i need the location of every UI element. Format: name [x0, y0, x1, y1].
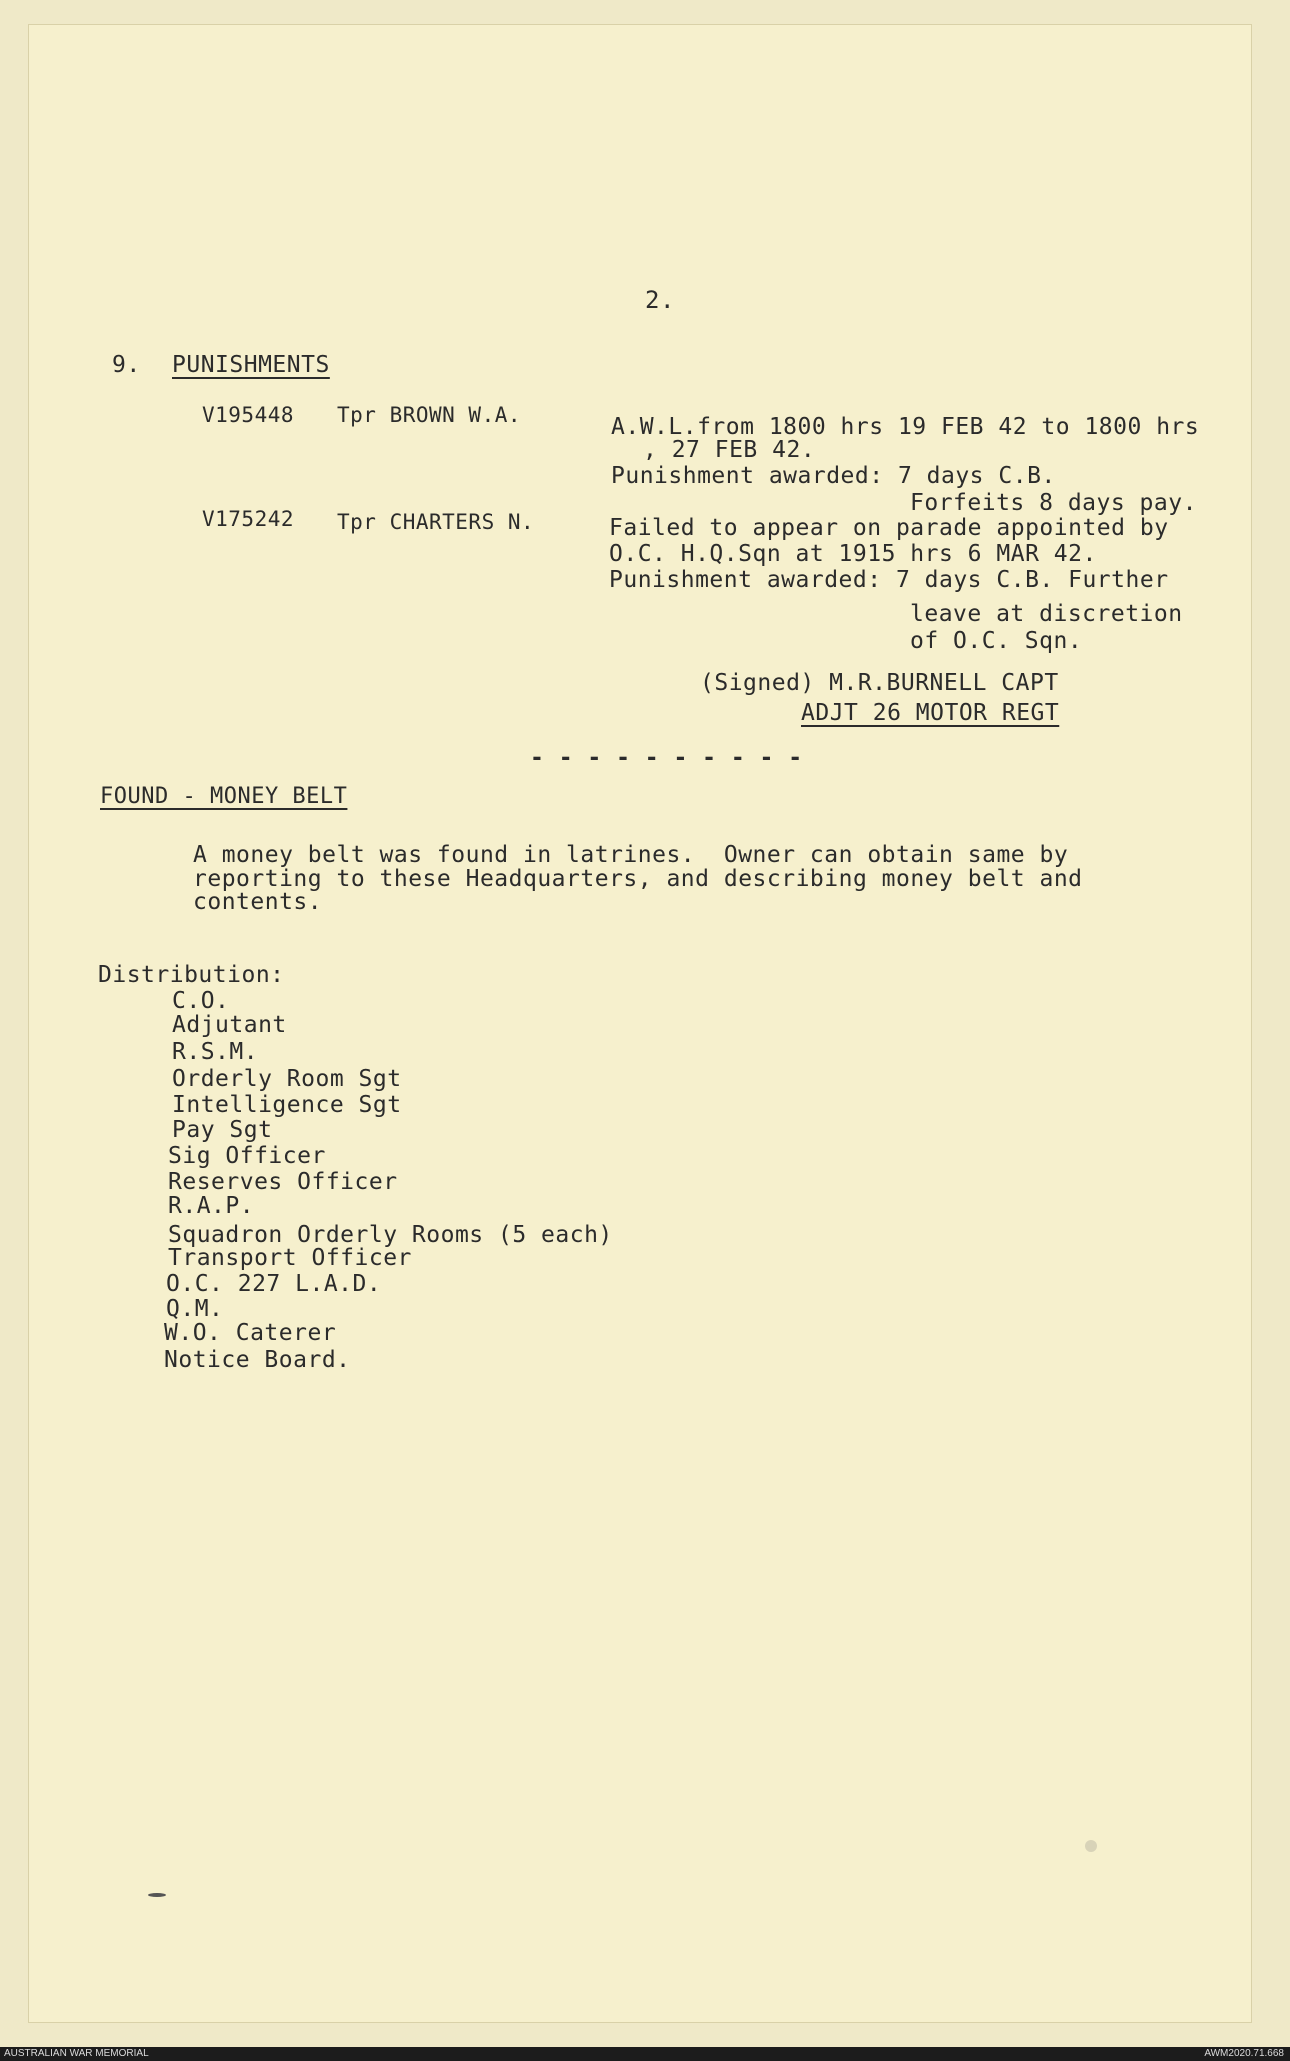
- distribution-item: Sig Officer: [168, 1143, 326, 1169]
- distribution-item: Reserves Officer: [168, 1169, 398, 1195]
- offence-line: , 27 FEB 42.: [643, 437, 816, 463]
- section-heading-punishments: PUNISHMENTS: [172, 352, 330, 378]
- notice-text-line: A money belt was found in latrines. Owner can obtain same by: [193, 842, 1069, 868]
- distribution-item: R.S.M.: [172, 1039, 259, 1065]
- punishment-line: Punishment awarded: 7 days C.B.: [611, 463, 1056, 489]
- page-number: 2.: [645, 286, 675, 314]
- notice-text-line: contents.: [193, 889, 323, 915]
- offence-line: O.C. H.Q.Sqn at 1915 hrs 6 MAR 42.: [609, 541, 1097, 567]
- section-number: 9.: [112, 352, 141, 378]
- offence-line: A.W.L.from 1800 hrs 19 FEB 42 to 1800 hrs: [611, 414, 1200, 440]
- offence-line: Failed to appear on parade appointed by: [609, 515, 1169, 541]
- footer-institution: AUSTRALIAN WAR MEMORIAL: [4, 2048, 149, 2059]
- signature-line: (Signed) M.R.BURNELL CAPT: [700, 670, 1059, 696]
- distribution-item: Transport Officer: [168, 1245, 412, 1271]
- distribution-item: Adjutant: [172, 1012, 287, 1038]
- footer-accession-number: AWM2020.71.668: [1204, 2048, 1284, 2059]
- notice-text-line: reporting to these Headquarters, and describing money belt and: [193, 866, 1083, 892]
- archive-footer: [0, 2047, 1290, 2061]
- distribution-item: Squadron Orderly Rooms (5 each): [168, 1222, 613, 1248]
- distribution-item: Notice Board.: [164, 1347, 351, 1373]
- distribution-item: Intelligence Sgt: [172, 1092, 402, 1118]
- section-separator: - - - - - - - - - -: [530, 745, 803, 771]
- distribution-item: R.A.P.: [168, 1193, 255, 1219]
- punishment-line: Punishment awarded: 7 days C.B. Further: [609, 567, 1169, 593]
- distribution-item: Q.M.: [166, 1296, 224, 1322]
- soldier-name: Tpr BROWN W.A.: [337, 403, 522, 427]
- distribution-item: Orderly Room Sgt: [172, 1066, 402, 1092]
- punishment-line: Forfeits 8 days pay.: [910, 490, 1197, 516]
- service-number: V195448: [202, 403, 295, 427]
- paper-mark: [148, 1893, 166, 1897]
- punishment-line: leave at discretion: [910, 601, 1183, 627]
- distribution-item: O.C. 227 L.A.D.: [166, 1271, 382, 1297]
- paper-mark: [1085, 1840, 1097, 1852]
- distribution-item: W.O. Caterer: [164, 1320, 337, 1346]
- soldier-name: Tpr CHARTERS N.: [337, 510, 535, 534]
- punishment-line: of O.C. Sqn.: [910, 628, 1083, 654]
- distribution-item: C.O.: [172, 988, 230, 1014]
- section-heading-found: FOUND - MONEY BELT: [100, 784, 348, 809]
- signature-title: ADJT 26 MOTOR REGT: [801, 700, 1060, 726]
- distribution-item: Pay Sgt: [172, 1117, 273, 1143]
- service-number: V175242: [202, 507, 295, 531]
- distribution-heading: Distribution:: [98, 962, 285, 988]
